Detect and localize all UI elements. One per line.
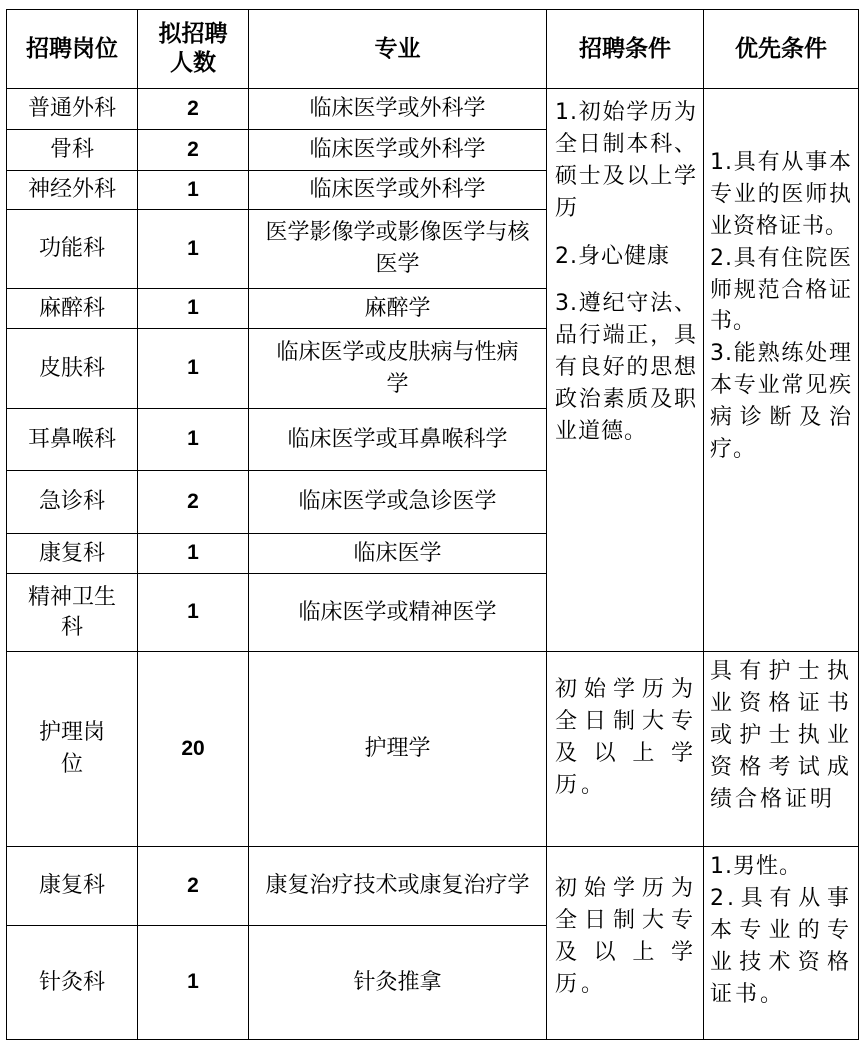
count-cell: 2 [138,847,249,926]
major-cell: 护理学 [249,652,547,847]
priority-item: 1.男性。 [710,854,802,879]
count-cell: 1 [138,926,249,1040]
header-row [7,10,859,89]
major-cell: 临床医学或耳鼻喉科学 [249,409,547,471]
position-cell: 皮肤科 [7,329,138,409]
position-cell: 护理岗位 [7,652,138,847]
major-cell: 医学影像学或影像医学与核医学 [249,210,547,289]
recruitment-table [6,9,859,1040]
header-count: 拟招聘人数 [138,10,249,89]
position-cell: 精神卫生科 [7,574,138,652]
major-cell: 临床医学或皮肤病与性病学 [249,329,547,409]
position-cell: 骨科 [7,130,138,171]
position-cell: 康复科 [7,534,138,574]
count-cell: 2 [138,471,249,534]
table-row [7,847,859,926]
condition-item: 1.初始学历为全日制本科、硕士及以上学历 [555,100,697,221]
priority-item: 2.具有住院医师规范合格证书。 [710,245,852,335]
priority-item: 3.能熟练处理本专业常见疾病诊断及治疗。 [710,341,852,463]
count-cell: 1 [138,329,249,409]
position-cell: 针灸科 [7,926,138,1040]
table-row [7,89,859,130]
conditions-cell [547,89,704,652]
position-cell: 康复科 [7,847,138,926]
position-cell: 急诊科 [7,471,138,534]
priority-cell [704,847,859,1040]
major-cell: 麻醉学 [249,289,547,329]
conditions-cell: 初始学历为全日制大专及以上学历。 [547,652,704,847]
position-cell: 神经外科 [7,171,138,210]
conditions-cell: 初始学历为全日制大专及以上学历。 [547,847,704,1040]
condition-item: 3.遵纪守法、品行端正，具有良好的思想政治素质及职业道德。 [555,291,697,445]
priority-item: 2.具有从事本专业的专业技术资格证书。 [710,885,852,1007]
priority-cell: 具有护士执业资格证书或护士执业资格考试成绩合格证明 [704,652,859,847]
position-cell: 麻醉科 [7,289,138,329]
priority-item: 1.具有从事本专业的医师执业资格证书。 [710,150,852,239]
major-cell: 临床医学 [249,534,547,574]
position-cell: 普通外科 [7,89,138,130]
major-cell: 临床医学或外科学 [249,130,547,171]
header-priority: 优先条件 [704,10,859,89]
count-cell: 1 [138,171,249,210]
major-cell: 针灸推拿 [249,926,547,1040]
major-cell: 康复治疗技术或康复治疗学 [249,847,547,926]
header-position: 招聘岗位 [7,10,138,89]
major-cell: 临床医学或外科学 [249,171,547,210]
count-cell: 1 [138,409,249,471]
position-cell: 耳鼻喉科 [7,409,138,471]
count-cell: 2 [138,89,249,130]
count-cell: 1 [138,574,249,652]
major-cell: 临床医学或急诊医学 [249,471,547,534]
count-cell: 20 [138,652,249,847]
header-conditions: 招聘条件 [547,10,704,89]
condition-item: 2.身心健康 [555,243,670,269]
count-cell: 2 [138,130,249,171]
count-cell: 1 [138,210,249,289]
count-cell: 1 [138,289,249,329]
table-row [7,652,859,847]
position-cell: 功能科 [7,210,138,289]
count-cell: 1 [138,534,249,574]
priority-cell [704,89,859,652]
major-cell: 临床医学或外科学 [249,89,547,130]
major-cell: 临床医学或精神医学 [249,574,547,652]
header-major: 专业 [249,10,547,89]
